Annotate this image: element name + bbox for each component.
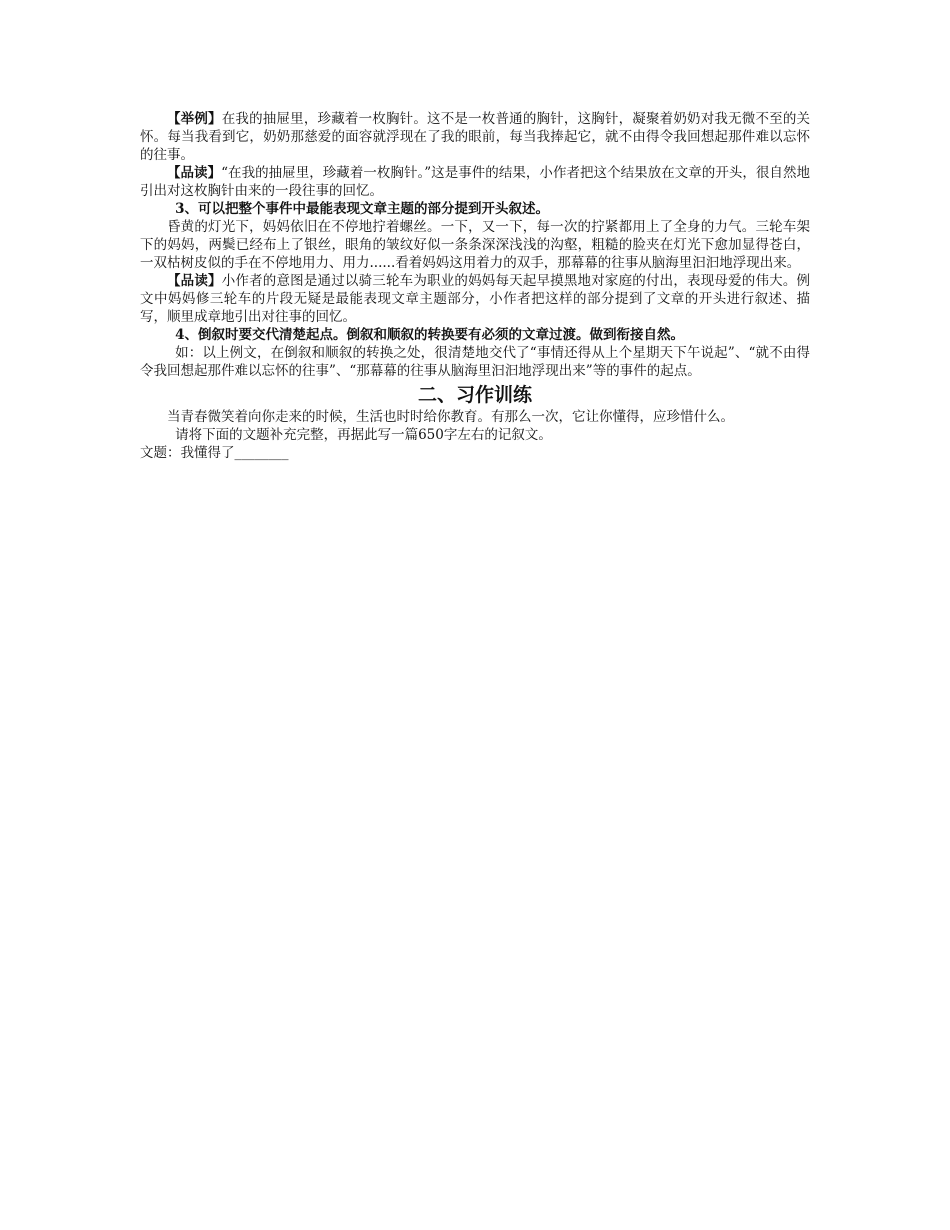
heading-point-3: 3、可以把整个事件中最能表现文章主题的部分提到开头叙述。 (175, 201, 549, 217)
example-paragraph (140, 110, 810, 164)
example-paragraph-2: 昏黄的灯光下，妈妈依旧在不停地拧着螺丝。一下，又一下，每一次的拧紧都用上了全身的力气。三轮车架下的妈妈，两鬓已经布上了银丝，眼角的皱纹好似一条条深深浅浅的沟壑，粗糙的脸夹在灯光下愈加显得苍白，一双枯树皮似的手在不停地用力、用力......看着妈妈这用着力的双手，那幕幕的往事从脑海里汩汩地浮现出来。 (140, 219, 810, 271)
prompt-paragraph: 当青春微笑着向你走来的时候，生活也时时给你教育。有那么一次，它让你懂得，应珍惜什么。 (167, 409, 734, 425)
instruction-paragraph: 请将下面的文题补充完整，再据此写一篇650字左右的记叙文。 (175, 427, 552, 443)
example-text: 在我的抽屉里，珍藏着一枚胸针。这不是一枚普通的胸针，这胸针，凝聚着奶奶对我无微不至的关怀。每当我看到它，奶奶那慈爱的面容就浮现在了我的眼前，每当我捧起它，就不由得令我回想起那件难以忘怀的往事。 (140, 111, 811, 163)
commentary-paragraph-2 (140, 272, 810, 326)
section-title: 二、习作训练 (417, 384, 532, 406)
commentary-text-2: 小作者的意图是通过以骑三轮车为职业的妈妈每天起早摸黑地对家庭的付出，表现母爱的伟大。例文中妈妈修三轮车的片段无疑是最能表现文章主题部分，小作者把这样的部分提到了文章的开头进行叙述、描写，顺里成章地引出对往事的回忆。 (140, 273, 811, 325)
commentary-paragraph-1 (140, 164, 810, 200)
document-page (140, 110, 810, 462)
example-tag: 【举例】 (167, 111, 222, 127)
transition-paragraph: 如：以上例文，在倒叙和顺叙的转换之处，很清楚地交代了“事情还得从上个星期天下午说起”、“就不由得令我回想起那件难以忘怀的往事”、“那幕幕的往事从脑海里汩汩地浮现出来”等的事件的起点。 (140, 345, 810, 379)
commentary-tag-1: 【品读】 (167, 165, 222, 181)
essay-title-line: 文题：我懂得了________ (140, 445, 289, 461)
commentary-text-1: “在我的抽屉里，珍藏着一枚胸针。”这是事件的结果，小作者把这个结果放在文章的开头，很自然地引出对这枚胸针由来的一段往事的回忆。 (140, 165, 810, 199)
commentary-tag-2: 【品读】 (167, 273, 222, 289)
heading-point-4: 4、倒叙时要交代清楚起点。倒叙和顺叙的转换要有必须的文章过渡。做到衔接自然。 (175, 327, 684, 343)
